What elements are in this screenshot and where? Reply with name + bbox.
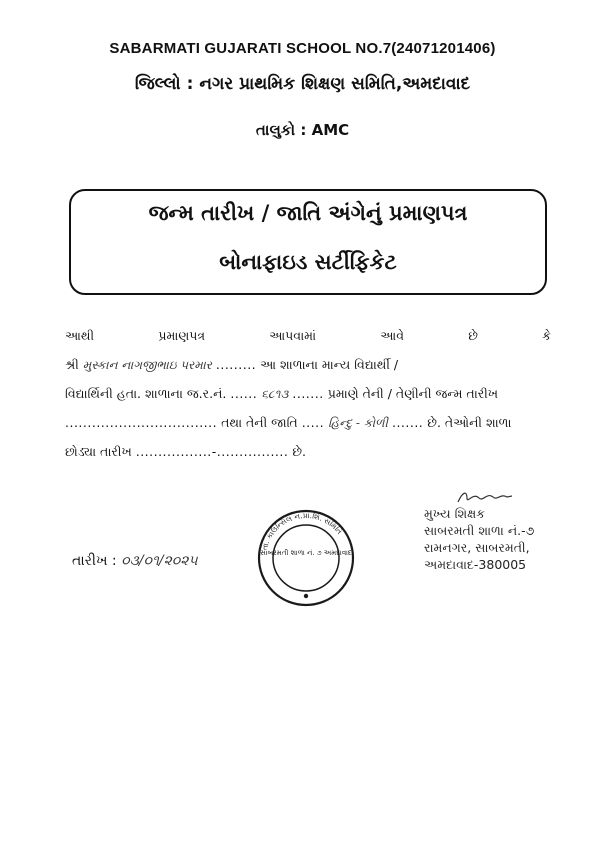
word: આવે [380, 328, 404, 343]
word: આથી [65, 328, 95, 343]
seal-outer-text: તા. કાઉન્સિલ ન.પ્રા.શિ. સમિતિ [259, 510, 344, 552]
word: આપવામાં [269, 328, 317, 343]
headmaster-stamp [424, 505, 564, 573]
school-seal [256, 508, 356, 608]
dotted-fill: ...... [230, 386, 258, 401]
line-3-prefix: વિદ્યાર્થિની હતા. શાળાના જ.ર.નં. [65, 386, 227, 401]
body-line-5 [65, 437, 551, 466]
student-name: મુસ્કાન નાગજીભાઇ પરમાર [82, 358, 212, 372]
seal-dot-icon [304, 594, 308, 598]
gr-number: ૬૮૧૩ [261, 387, 289, 401]
body-line-4 [65, 408, 551, 437]
dotted-fill: ......... [215, 357, 257, 372]
school-name: SABARMATI GUJARATI SCHOOL NO.7(24071201406) [109, 40, 496, 57]
date-label: તારીખ : [72, 553, 117, 569]
certificate-subtitle: બોનાફાઇડ સર્ટીફિકેટ [219, 250, 397, 274]
dotted-fill: ..... [301, 415, 325, 430]
birthdate-blank: .................................. [65, 415, 218, 430]
dotted-fill: ....... [292, 386, 324, 401]
word: કે [542, 328, 551, 343]
stamp-line: રામનગર, સાબરમતી, [424, 540, 530, 555]
body-line-1 [65, 321, 551, 350]
dotted-fill: ....... [391, 415, 424, 430]
leaving-date-blank: .................-................ [135, 444, 289, 459]
line-4-mid: તથા તેની જાતિ [221, 415, 298, 430]
body-line-2 [65, 350, 551, 379]
word: પ્રમાણપત્ર [158, 328, 206, 343]
seal-inner-text: સાબરમતી શાળા નં. ૭ અમદાવાદ [260, 549, 352, 557]
issue-date [72, 553, 198, 569]
word: છે [468, 328, 478, 343]
leaving-date-label: છોડ્યા તારીખ [65, 444, 132, 459]
district-line: જિલ્લો : નગર પ્રાથમિક શિક્ષણ સમિતિ,અમદાવાદ [134, 74, 471, 94]
line-4-suffix: છે. તેઓની શાળા [427, 415, 512, 430]
date-value: ૦૩/૦૧/૨૦૨૫ [121, 553, 198, 569]
body-line-3 [65, 379, 551, 408]
certificate-title: જન્મ તારીખ / જાતિ અંગેનું પ્રમાણપત્ર [148, 201, 468, 225]
caste-value: હિન્દુ - કોળી [328, 416, 388, 430]
line-3-suffix: પ્રમાણે તેની / તેણીની જન્મ તારીખ [327, 386, 499, 401]
line-5-suffix: છે. [292, 444, 306, 459]
stamp-line: સાબરમતી શાળા નં.-૭ [424, 523, 535, 538]
stamp-line: મુખ્ય શિક્ષક [424, 506, 485, 521]
taluka-line: તાલુકો : AMC [255, 121, 350, 139]
stamp-line: અમદાવાદ-380005 [424, 557, 527, 572]
line-2-suffix: આ શાળાના માન્ય વિદ્યાર્થી / [260, 357, 399, 372]
honorific: શ્રી [65, 357, 79, 372]
